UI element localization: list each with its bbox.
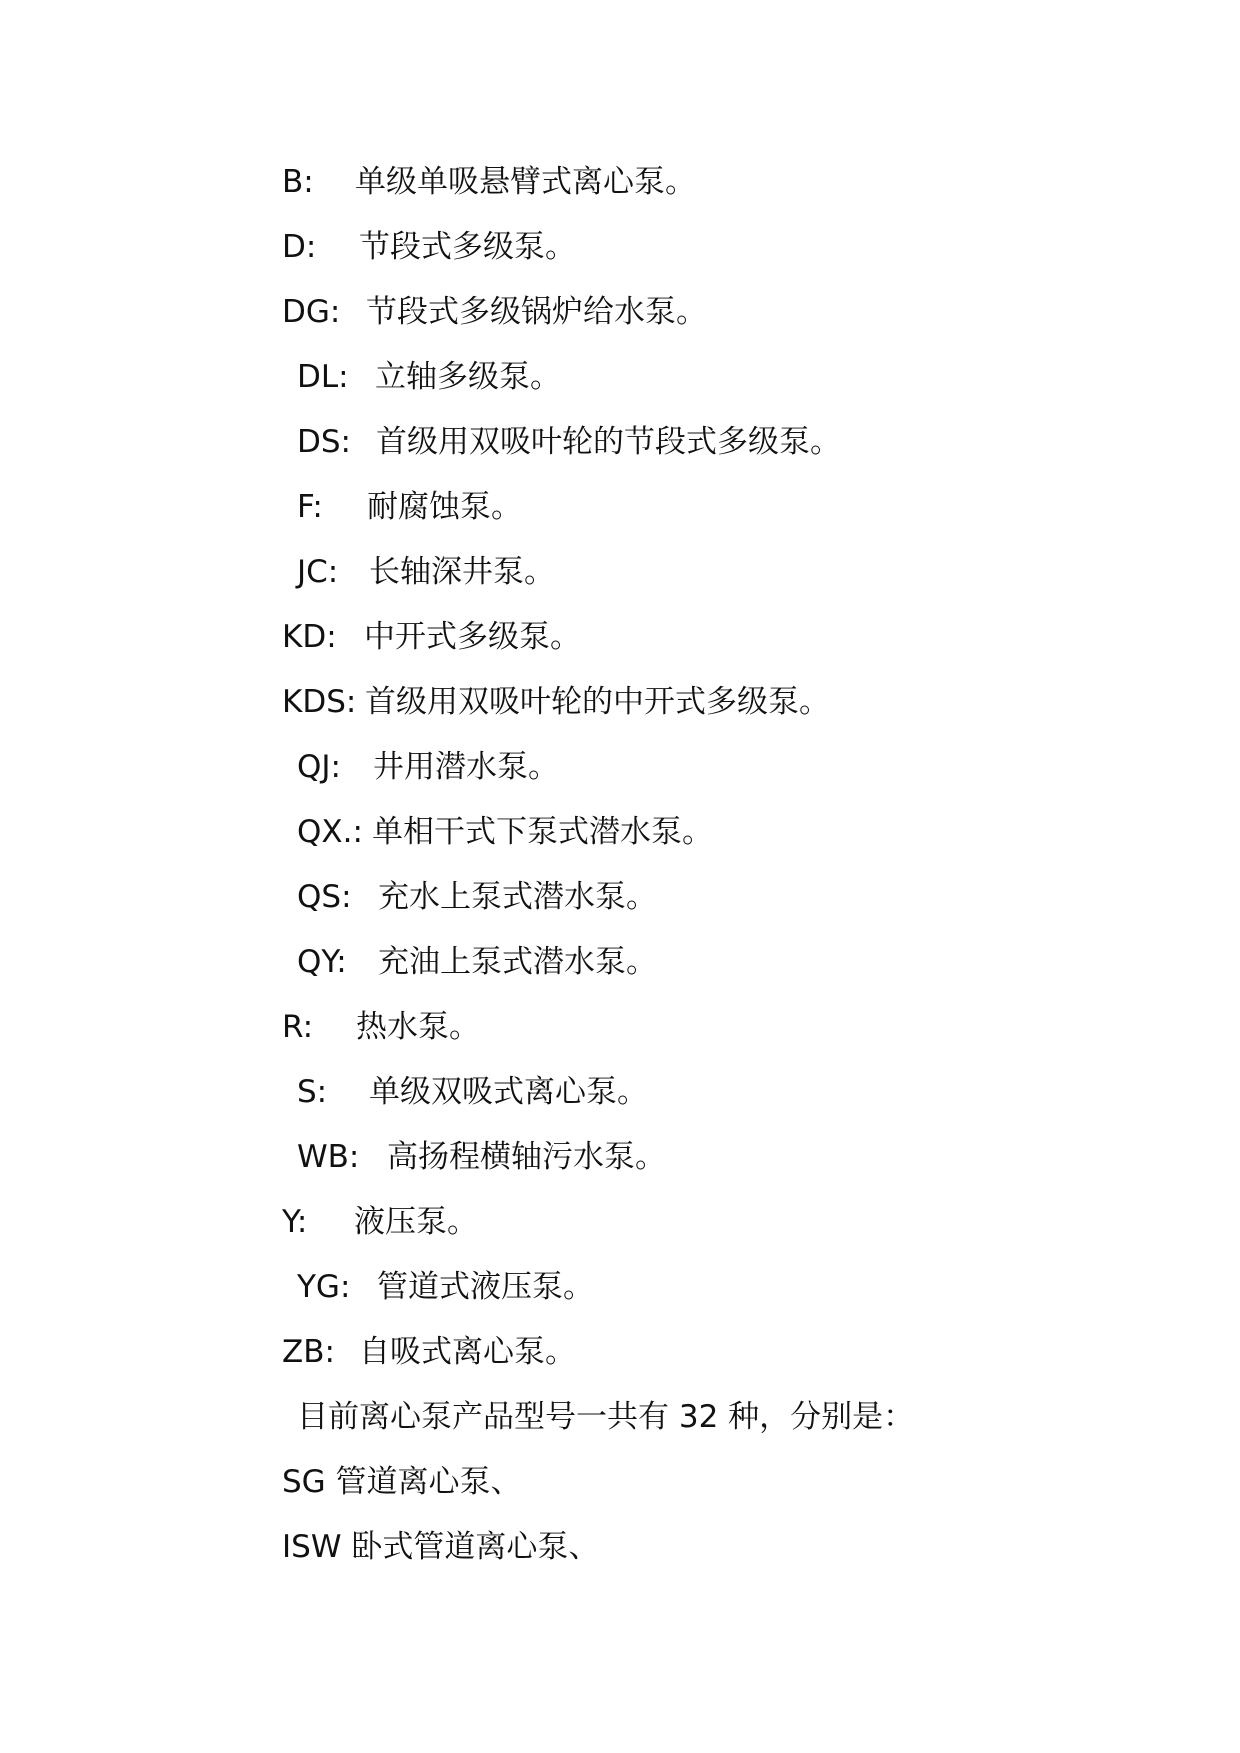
code-label: F: <box>297 489 323 525</box>
code-label: QY: <box>297 944 347 980</box>
code-label: DL: <box>297 359 349 395</box>
code-label: DG: <box>282 294 341 330</box>
code-label: KD: <box>282 619 337 655</box>
code-description: 节段式多级泵。 <box>359 229 576 265</box>
code-label: QS: <box>297 879 352 915</box>
code-description: 充水上泵式潜水泵。 <box>378 879 657 915</box>
code-label: S: <box>297 1074 328 1110</box>
code-description: 单级双吸式离心泵。 <box>369 1074 648 1110</box>
code-description: 热水泵。 <box>356 1009 480 1045</box>
code-label: B: <box>282 164 314 200</box>
product-item-sg: SG 管道离心泵、 <box>282 1464 522 1500</box>
code-description: 井用潜水泵。 <box>373 749 559 785</box>
code-label: ZB: <box>282 1334 335 1370</box>
code-description: 首级用双吸叶轮的节段式多级泵。 <box>376 424 841 460</box>
code-description: 耐腐蚀泵。 <box>367 489 522 525</box>
code-description: 长轴深井泵。 <box>369 554 555 590</box>
code-description: 中开式多级泵。 <box>364 619 581 655</box>
summary-paragraph: 目前离心泵产品型号一共有 32 种，分别是： <box>297 1399 915 1435</box>
code-label: WB: <box>297 1139 360 1175</box>
code-description: 管道式液压泵。 <box>377 1269 594 1305</box>
code-description: 首级用双吸叶轮的中开式多级泵。 <box>365 684 830 720</box>
code-label: KDS: <box>282 684 357 720</box>
code-description: 自吸式离心泵。 <box>359 1334 576 1370</box>
code-description: 立轴多级泵。 <box>375 359 561 395</box>
code-label: R: <box>282 1009 314 1045</box>
code-description: 高扬程横轴污水泵。 <box>387 1139 666 1175</box>
code-label: QX.: <box>297 814 363 850</box>
product-item-isw: ISW 卧式管道离心泵、 <box>282 1529 600 1565</box>
code-label: DS: <box>297 424 351 460</box>
code-label: YG: <box>297 1269 351 1305</box>
code-description: 液压泵。 <box>354 1204 478 1240</box>
code-label: JC: <box>297 554 339 590</box>
code-description: 节段式多级锅炉给水泵。 <box>366 294 707 330</box>
code-label: Y: <box>282 1204 308 1240</box>
code-label: D: <box>282 229 317 265</box>
code-description: 单相干式下泵式潜水泵。 <box>372 814 713 850</box>
code-description: 单级单吸悬臂式离心泵。 <box>355 164 696 200</box>
code-description: 充油上泵式潜水泵。 <box>378 944 657 980</box>
code-label: QJ: <box>297 749 341 785</box>
